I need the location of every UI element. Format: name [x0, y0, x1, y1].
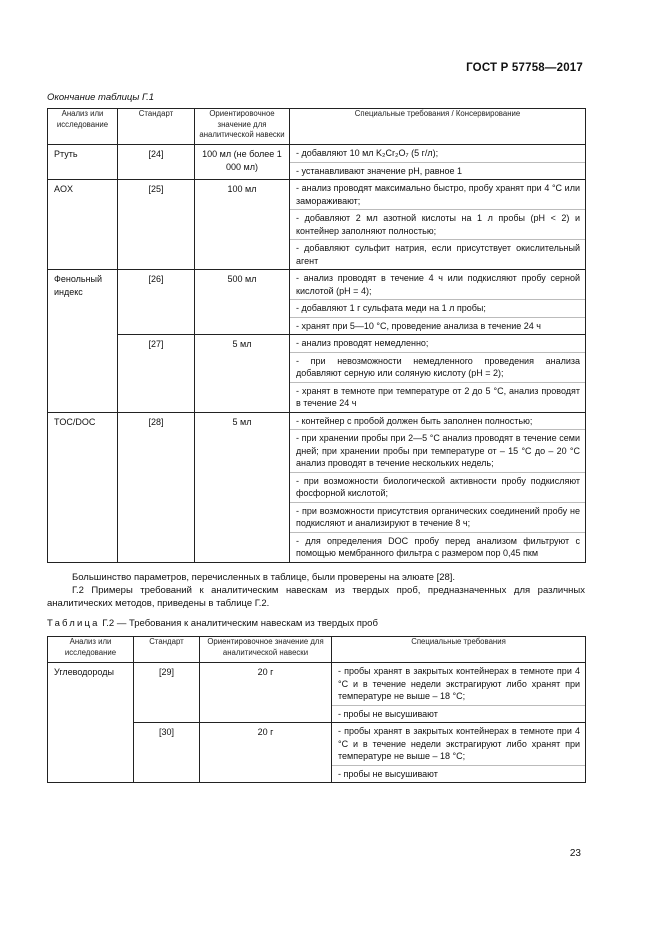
- analysis-cell: Фенольный индекс: [48, 270, 118, 413]
- standard-cell: [29]: [134, 663, 200, 723]
- requirement-item: - устанавливают значение pH, равное 1: [296, 165, 462, 176]
- column-header-standard: Стандарт: [118, 109, 195, 145]
- requirement-item: - пробы хранят в закрытых контейнерах в темноте при 4 °C и в течение недели экстрагируют либо хранят при температуре не выше – 18 °C;: [332, 723, 585, 766]
- column-header-mass: Ориентировочное значение для аналитической навески: [200, 637, 332, 663]
- requirement-item: - добавляют 10 мл K₂Cr₂O₇ (5 г/л);: [290, 145, 585, 163]
- standard-cell: [27]: [118, 335, 195, 413]
- analysis-cell: Углеводороды: [48, 663, 134, 783]
- standard-cell: [28]: [118, 412, 195, 562]
- requirement-item: - анализ проводят максимально быстро, пробу хранят при 4 °C или замораживают;: [290, 180, 585, 210]
- table-g1: [47, 108, 586, 563]
- mass-cell: 20 г: [200, 663, 332, 723]
- table-row: [48, 270, 586, 335]
- analysis-cell: TOC/DOC: [48, 412, 118, 562]
- requirement-item: - при возможности биологической активности пробу подкисляют фосфорной кислотой;: [290, 473, 585, 503]
- requirement-item: - добавляют 2 мл азотной кислоты на 1 л пробы (pH < 2) и контейнер заполняют полностью;: [290, 210, 585, 240]
- table-row: [48, 663, 586, 723]
- table-g2-caption-label: Таблица: [47, 618, 100, 629]
- requirement-item: - пробы не высушивают: [338, 708, 438, 719]
- column-header-requirements: Специальные требования: [332, 637, 586, 663]
- requirements-cell: [332, 723, 586, 783]
- requirement-item: - хранят в темноте при температуре от 2 до 5 °C, анализ проводят в течение 24 ч: [296, 385, 580, 408]
- mass-cell: 100 мл: [195, 180, 290, 270]
- analysis-cell: Ртуть: [48, 145, 118, 180]
- table-row: [48, 145, 586, 180]
- standard-cell: [24]: [118, 145, 195, 180]
- requirements-cell: [332, 663, 586, 723]
- column-header-analysis: Анализ или исследование: [48, 637, 134, 663]
- table-g2-caption: [47, 618, 378, 629]
- mass-cell: 500 мл: [195, 270, 290, 335]
- standard-cell: [30]: [134, 723, 200, 783]
- requirements-cell: [290, 412, 586, 562]
- column-header-standard: Стандарт: [134, 637, 200, 663]
- table-row: [48, 180, 586, 270]
- requirement-item: - пробы хранят в закрытых контейнерах в темноте при 4 °C и в течение недели экстрагируют либо хранят при температуре не выше – 18 °C;: [332, 663, 585, 706]
- requirement-item: - хранят при 5—10 °C, проведение анализа в течение 24 ч: [296, 320, 541, 331]
- table-g1-caption: Окончание таблицы Г.1: [47, 92, 155, 103]
- requirements-cell: [290, 335, 586, 413]
- requirement-item: - при возможности присутствия органических соединений пробу не подкисляют и анализируют в течение 8 ч;: [290, 503, 585, 533]
- paragraph-eluate-note: Большинство параметров, перечисленных в таблице, были проверены на элюате [28].: [72, 572, 456, 583]
- column-header-mass: Ориентировочное значение для аналитической навески: [195, 109, 290, 145]
- standard-cell: [26]: [118, 270, 195, 335]
- table-header-row: [48, 109, 586, 145]
- requirement-item: - анализ проводят немедленно;: [290, 335, 585, 353]
- requirement-item: - контейнер с пробой должен быть заполнен полностью;: [290, 413, 585, 431]
- analysis-cell: AOX: [48, 180, 118, 270]
- requirements-cell: [290, 270, 586, 335]
- requirement-item: - анализ проводят в течение 4 ч или подкисляют пробу серной кислотой (pH = 4);: [290, 270, 585, 300]
- paragraph-g2-intro: Г.2 Примеры требований к аналитическим навескам из твердых проб, предназначенных для различных аналитических методов, приведены в таблице Г.2.: [47, 585, 585, 609]
- requirement-item: - для определения DOC пробу перед анализом фильтруют с помощью мембранного фильтра с размером пор 0,45 пкм: [296, 535, 580, 558]
- mass-cell: 5 мл: [195, 335, 290, 413]
- requirement-item: - при невозможности немедленного проведения анализа добавляют серную или соляную кислоту (pH = 2);: [290, 353, 585, 383]
- column-header-analysis: Анализ или исследование: [48, 109, 118, 145]
- mass-cell: 100 мл (не более 1 000 мл): [195, 145, 290, 180]
- column-header-requirements: Специальные требования / Консервирование: [290, 109, 586, 145]
- requirement-item: - добавляют 1 г сульфата меди на 1 л пробы;: [290, 300, 585, 318]
- table-header-row: [48, 637, 586, 663]
- document-code: ГОСТ Р 57758—2017: [466, 62, 583, 74]
- requirement-item: - пробы не высушивают: [338, 768, 438, 779]
- mass-cell: 20 г: [200, 723, 332, 783]
- page-number: 23: [569, 848, 581, 859]
- table-g2: [47, 636, 586, 783]
- requirement-item: - при хранении пробы при 2—5 °C анализ проводят в течение семи дней; при хранении пробы при температуре от – 15 °C до – 20 °C анализ проводят в течение нескольких недель;: [290, 430, 585, 473]
- table-row: [48, 412, 586, 562]
- table-row: [48, 335, 586, 413]
- requirements-cell: [290, 145, 586, 180]
- requirement-item: - добавляют сульфит натрия, если присутствует окислительный агент: [296, 243, 580, 266]
- standard-cell: [25]: [118, 180, 195, 270]
- mass-cell: 5 мл: [195, 412, 290, 562]
- table-g2-caption-text: Г.2 — Требования к аналитическим навескам из твердых проб: [99, 618, 378, 629]
- requirements-cell: [290, 180, 586, 270]
